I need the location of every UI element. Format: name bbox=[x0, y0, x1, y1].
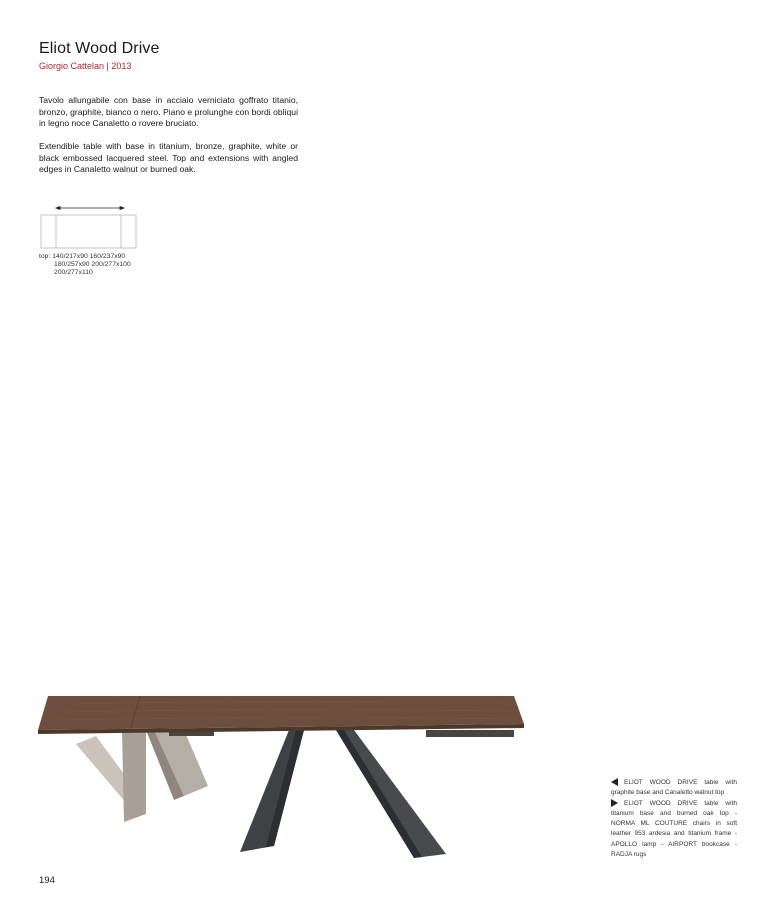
extension-support bbox=[426, 730, 514, 737]
page-number: 194 bbox=[39, 875, 55, 886]
caption-text: ELIOT WOOD DRIVE table with titanium base and burned oak top - NORMA ML COUTURE chairs in soft leather 953 ardesia and titanium frame - APOLLO lamp - AIRPORT bookcase - RADJA rugs bbox=[611, 799, 737, 859]
triangle-left-icon bbox=[611, 778, 618, 786]
designer-year: Giorgio Cattelan | 2013 bbox=[39, 61, 132, 71]
extension-diagram bbox=[40, 203, 140, 249]
dimensions-row: 200/277x110 bbox=[54, 269, 93, 277]
caption-entry bbox=[611, 778, 737, 799]
description-italian: Tavolo allungabile con base in acciaio verniciato goffrato titanio, bronzo, graphite, bianco o nero. Piano e prolunghe con bordi obliqui in legno noce Canaletto o rovere bruciato. bbox=[39, 95, 298, 128]
extension-arrow bbox=[56, 207, 124, 210]
product-photo bbox=[34, 686, 554, 876]
titanium-base-front bbox=[122, 730, 146, 822]
caption-entry bbox=[611, 799, 737, 861]
table-outline bbox=[41, 215, 136, 248]
dimensions-label: top: bbox=[39, 253, 51, 260]
product-title: Eliot Wood Drive bbox=[39, 40, 160, 57]
photo-caption bbox=[611, 778, 737, 860]
triangle-right-icon bbox=[611, 799, 618, 807]
dimensions-list bbox=[39, 253, 131, 278]
description-english: Extendible table with base in titanium, bronze, graphite, white or black embossed lacquered steel. Top and extensions with angled edges in Canaletto walnut or burned oak. bbox=[39, 141, 298, 174]
dimensions-row: 180/257x90 200/277x100 bbox=[54, 261, 131, 269]
caption-text: ELIOT WOOD DRIVE table with graphite base and Canaletto walnut top bbox=[611, 779, 737, 797]
dimensions-row: 140/217x90 160/237x90 bbox=[52, 253, 126, 260]
graphite-leg-right-edge bbox=[336, 730, 422, 858]
